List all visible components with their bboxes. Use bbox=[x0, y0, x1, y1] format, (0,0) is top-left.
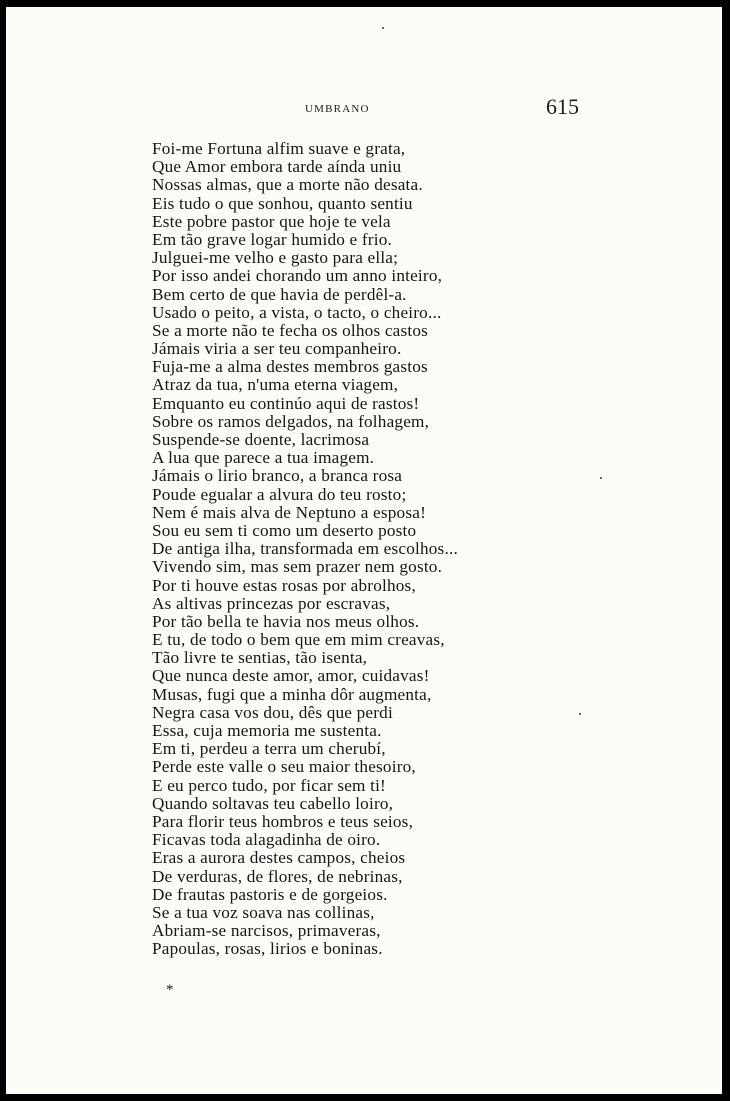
poem-line: De verduras, de flores, de nebrinas, bbox=[152, 866, 403, 886]
poem-line: Se a morte não te fecha os olhos castos bbox=[152, 320, 429, 340]
poem-line: Abriam-se narcisos, primaveras, bbox=[152, 921, 381, 941]
poem-line: Julguei-me velho e gasto para ella; bbox=[152, 248, 399, 268]
poem-line: Este pobre pastor que hoje te vela bbox=[152, 211, 391, 231]
poem-line: De frautas pastoris e de gorgeios. bbox=[152, 884, 388, 904]
poem-line: Usado o peito, a vista, o tacto, o cheiro... bbox=[152, 302, 442, 322]
poem-line: Poude egualar a alvura do teu rosto; bbox=[152, 484, 407, 504]
poem-line: Sobre os ramos delgados, na folhagem, bbox=[152, 411, 430, 431]
poem-line: Se a tua voz soava nas collinas, bbox=[152, 902, 375, 922]
poem-line: Por ti houve estas rosas por abrolhos, bbox=[152, 575, 416, 595]
poem-line: Foi-me Fortuna alfim suave e grata, bbox=[152, 139, 406, 158]
poem-line: Atraz da tua, n'uma eterna viagem, bbox=[152, 375, 399, 395]
poem-line: Musas, fugi que a minha dôr augmenta, bbox=[152, 684, 432, 704]
paper-speck bbox=[579, 713, 581, 715]
poem-line: Papoulas, rosas, lirios e boninas. bbox=[152, 939, 383, 959]
poem-line: Que Amor embora tarde aínda uniu bbox=[152, 157, 402, 177]
poem-line: E tu, de todo o bem que em mim creavas, bbox=[152, 630, 445, 650]
page-number: 615 bbox=[546, 94, 579, 119]
poem-line: Nossas almas, que a morte não desata. bbox=[152, 175, 423, 195]
poem-line: E eu perco tudo, por ficar sem ti! bbox=[152, 775, 386, 795]
poem-line: Suspende-se doente, lacrimosa bbox=[152, 430, 370, 449]
poem-line: Nem é mais alva de Neptuno a esposa! bbox=[152, 502, 426, 522]
poem-line: Fuja-me a alma destes membros gastos bbox=[152, 357, 428, 377]
poem-line: Que nunca deste amor, amor, cuidavas! bbox=[152, 666, 430, 686]
poem-line: De antiga ilha, transformada em escolhos... bbox=[152, 539, 458, 559]
poem-stanza bbox=[152, 140, 458, 958]
poem-line: Vivendo sim, mas sem prazer nem gosto. bbox=[152, 557, 443, 577]
poem-line: Por isso andei chorando um anno inteiro, bbox=[152, 266, 443, 286]
poem-line: Para florir teus hombros e teus seios, bbox=[152, 811, 414, 831]
poem-line: Ficavas toda alagadinha de oiro. bbox=[152, 830, 381, 850]
poem-line: Essa, cuja memoria me sustenta. bbox=[152, 721, 382, 740]
poem-line: Jámais viria a ser teu companheiro. bbox=[152, 339, 402, 359]
poem-line: Eras a aurora destes campos, cheios bbox=[152, 848, 406, 868]
poem-line: Em ti, perdeu a terra um cherubí, bbox=[152, 739, 386, 759]
paper-speck bbox=[600, 477, 602, 479]
poem-line: Perde este valle o seu maior thesoiro, bbox=[152, 757, 416, 777]
poem-line: Jámais o lirio branco, a branca rosa bbox=[152, 466, 403, 486]
poem-line: Em tão grave logar humido e frio. bbox=[152, 229, 392, 249]
poem-line: A lua que parece a tua imagem. bbox=[152, 448, 375, 468]
book-page bbox=[6, 7, 722, 1094]
poem-line: Sou eu sem ti como um deserto posto bbox=[152, 520, 417, 540]
poem-line: Negra casa vos dou, dês que perdi bbox=[152, 702, 393, 722]
poem-line: Emquanto eu continúo aqui de rastos! bbox=[152, 393, 420, 413]
poem-line: Por tão bella te havia nos meus olhos. bbox=[152, 611, 420, 631]
poem-line: Bem certo de que havia de perdêl-a. bbox=[152, 284, 407, 304]
poem-line: Quando soltavas teu cabello loiro, bbox=[152, 793, 394, 813]
poem-line: Tão livre te sentias, tão isenta, bbox=[152, 648, 368, 668]
poem-line: As altivas princezas por escravas, bbox=[152, 593, 391, 613]
paper-speck bbox=[382, 27, 384, 29]
poem-line: Eis tudo o que sonhou, quanto sentiu bbox=[152, 193, 413, 213]
end-ornament: * bbox=[166, 982, 174, 998]
running-title: UMBRANO bbox=[305, 103, 370, 115]
